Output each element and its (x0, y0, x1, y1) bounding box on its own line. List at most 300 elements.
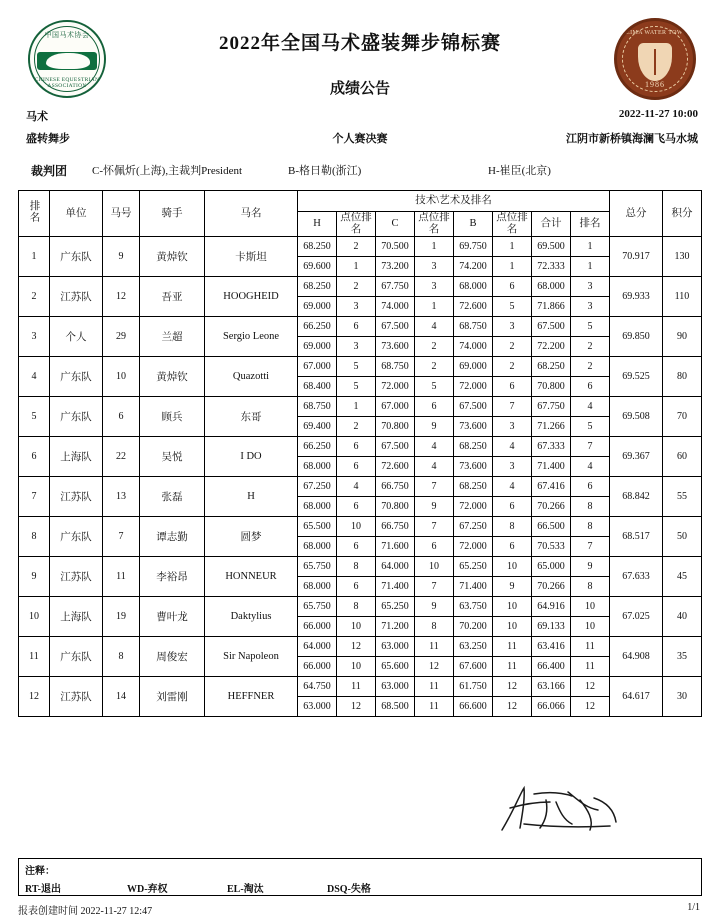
cell-sub-rank: 6 (571, 477, 610, 497)
cell-sub-rank-artistic: 6 (571, 377, 610, 397)
cell-subtotal-artistic: 70.266 (532, 577, 571, 597)
cell-c: 63.000 (376, 677, 415, 697)
cell-subtotal: 68.000 (532, 277, 571, 297)
cell-subtotal: 67.750 (532, 397, 571, 417)
judge-c: C-怀佩炘(上海),主裁判President (92, 165, 243, 177)
cell-c-rank: 11 (415, 637, 454, 657)
cell-unit: 上海队 (50, 597, 103, 637)
col-b: B (454, 212, 493, 237)
cell-c-rank: 10 (415, 557, 454, 577)
cell-h: 65.500 (298, 517, 337, 537)
cell-b-rank: 10 (493, 557, 532, 577)
cell-b-rank: 3 (493, 317, 532, 337)
cell-subtotal: 66.500 (532, 517, 571, 537)
cell-sub-rank-artistic: 8 (571, 577, 610, 597)
cell-c-rank: 6 (415, 397, 454, 417)
cell-h-rank-artistic: 6 (337, 577, 376, 597)
cell-rider: 刘雷刚 (140, 677, 205, 717)
cell-sub-rank-artistic: 11 (571, 657, 610, 677)
cell-b: 63.250 (454, 637, 493, 657)
col-unit: 单位 (50, 191, 103, 237)
document-header (18, 14, 702, 106)
cell-subtotal: 65.000 (532, 557, 571, 577)
cell-subtotal-artistic: 66.066 (532, 697, 571, 717)
cell-h-rank-artistic: 5 (337, 377, 376, 397)
cell-points: 130 (663, 237, 702, 277)
cell-b-rank-artistic: 11 (493, 657, 532, 677)
meta-row-bottom (18, 130, 702, 148)
cell-total: 69.933 (610, 277, 663, 317)
report-created-time: 报表创建时间 2022-11-27 12:47 (18, 906, 153, 917)
cell-rider: 吾亚 (140, 277, 205, 317)
cell-subtotal-artistic: 70.266 (532, 497, 571, 517)
col-rank (19, 191, 50, 237)
cell-c-artistic: 71.400 (376, 577, 415, 597)
logo-right-text-bottom: 1986 (645, 80, 665, 89)
table-row (19, 477, 702, 497)
col-horse-no: 马号 (103, 191, 140, 237)
cell-c-rank-artistic: 4 (415, 457, 454, 477)
cell-h-artistic: 68.000 (298, 537, 337, 557)
cell-h-rank-artistic: 6 (337, 497, 376, 517)
cell-c: 66.750 (376, 477, 415, 497)
cell-horse-no: 8 (103, 637, 140, 677)
cell-b: 65.250 (454, 557, 493, 577)
venue-label: 江阴市新桥镇海澜飞马水城 (566, 133, 698, 145)
cell-h-rank: 6 (337, 317, 376, 337)
cell-b-artistic: 74.000 (454, 337, 493, 357)
judge-b: B-格日勒(浙江) (288, 165, 362, 177)
cell-h-artistic: 68.400 (298, 377, 337, 397)
cell-c: 67.750 (376, 277, 415, 297)
cell-c-rank: 2 (415, 357, 454, 377)
cell-rank: 3 (19, 317, 50, 357)
cell-points: 70 (663, 397, 702, 437)
col-h-rank: 点位排名 (337, 212, 376, 237)
cell-b-rank-artistic: 6 (493, 377, 532, 397)
cell-c-artistic: 65.600 (376, 657, 415, 677)
cell-h-rank: 1 (337, 397, 376, 417)
cell-h-rank-artistic: 6 (337, 537, 376, 557)
round-label: 个人赛决赛 (332, 133, 388, 145)
cell-subtotal-artistic: 71.400 (532, 457, 571, 477)
cell-rider: 张磊 (140, 477, 205, 517)
cell-total: 67.025 (610, 597, 663, 637)
cell-total: 68.842 (610, 477, 663, 517)
judge-h: H-崔臣(北京) (488, 165, 551, 177)
cell-subtotal-artistic: 72.200 (532, 337, 571, 357)
cell-c: 64.000 (376, 557, 415, 577)
cell-sub-rank: 3 (571, 277, 610, 297)
cell-b-rank: 10 (493, 597, 532, 617)
cell-rank: 12 (19, 677, 50, 717)
cell-horse-no: 13 (103, 477, 140, 517)
cell-horse: 东哥 (205, 397, 298, 437)
cell-points: 55 (663, 477, 702, 517)
cell-subtotal-artistic: 71.266 (532, 417, 571, 437)
cell-rank: 6 (19, 437, 50, 477)
cell-sub-rank-artistic: 10 (571, 617, 610, 637)
cell-total: 69.367 (610, 437, 663, 477)
legend-box (18, 858, 702, 896)
cell-b: 69.750 (454, 237, 493, 257)
cell-c-artistic: 70.800 (376, 497, 415, 517)
table-row (19, 637, 702, 657)
cell-h: 67.250 (298, 477, 337, 497)
col-c: C (376, 212, 415, 237)
cell-unit: 江苏队 (50, 677, 103, 717)
cell-b-artistic: 73.600 (454, 457, 493, 477)
cell-subtotal-artistic: 70.800 (532, 377, 571, 397)
cell-c: 67.000 (376, 397, 415, 417)
cell-horse: H (205, 477, 298, 517)
cell-horse-no: 10 (103, 357, 140, 397)
cell-sub-rank: 5 (571, 317, 610, 337)
cell-c-rank-artistic: 8 (415, 617, 454, 637)
cell-sub-rank-artistic: 7 (571, 537, 610, 557)
cell-total: 69.525 (610, 357, 663, 397)
cell-horse-no: 6 (103, 397, 140, 437)
cell-h-rank-artistic: 12 (337, 697, 376, 717)
meta-row-top (18, 108, 702, 126)
cell-h-artistic: 68.000 (298, 457, 337, 477)
legend-wd: WD-弃权 (127, 884, 168, 895)
page-number: 1/1 (687, 902, 700, 913)
cell-points: 90 (663, 317, 702, 357)
cell-c-rank-artistic: 3 (415, 257, 454, 277)
cell-total: 64.617 (610, 677, 663, 717)
cell-horse: Quazotti (205, 357, 298, 397)
cell-h-rank-artistic: 1 (337, 257, 376, 277)
cell-unit: 广东队 (50, 357, 103, 397)
cell-h-artistic: 69.000 (298, 297, 337, 317)
cell-h: 66.250 (298, 317, 337, 337)
cell-h-artistic: 68.000 (298, 497, 337, 517)
cell-horse-no: 11 (103, 557, 140, 597)
table-row (19, 597, 702, 617)
cell-rider: 周俊宏 (140, 637, 205, 677)
cell-rider: 兰超 (140, 317, 205, 357)
cell-h-artistic: 68.000 (298, 577, 337, 597)
horse-icon (46, 53, 90, 69)
cell-total: 69.508 (610, 397, 663, 437)
cell-c-rank: 3 (415, 277, 454, 297)
cell-sub-rank: 2 (571, 357, 610, 377)
cell-b-artistic: 67.600 (454, 657, 493, 677)
document-footer (18, 902, 702, 916)
cell-h-rank: 5 (337, 357, 376, 377)
cell-c: 67.500 (376, 317, 415, 337)
cell-unit: 个人 (50, 317, 103, 357)
cell-h-rank: 6 (337, 437, 376, 457)
cell-unit: 江苏队 (50, 277, 103, 317)
cell-sub-rank-artistic: 12 (571, 697, 610, 717)
cell-b-artistic: 73.600 (454, 417, 493, 437)
cell-subtotal: 64.916 (532, 597, 571, 617)
cell-rank: 7 (19, 477, 50, 517)
cell-points: 60 (663, 437, 702, 477)
cell-subtotal-artistic: 69.133 (532, 617, 571, 637)
cell-c: 68.750 (376, 357, 415, 377)
cell-subtotal: 69.500 (532, 237, 571, 257)
cell-rank: 2 (19, 277, 50, 317)
cell-rank: 1 (19, 237, 50, 277)
cell-rank: 10 (19, 597, 50, 637)
cell-h: 65.750 (298, 597, 337, 617)
cell-b-rank-artistic: 2 (493, 337, 532, 357)
cell-sub-rank-artistic: 8 (571, 497, 610, 517)
signature (494, 780, 624, 838)
cell-rider: 谭志勤 (140, 517, 205, 557)
cell-c-artistic: 70.800 (376, 417, 415, 437)
cell-c-rank: 4 (415, 317, 454, 337)
cell-sub-rank: 9 (571, 557, 610, 577)
cell-c-rank-artistic: 12 (415, 657, 454, 677)
cell-horse: HOOGHEID (205, 277, 298, 317)
cell-c: 63.000 (376, 637, 415, 657)
cell-h-rank: 10 (337, 517, 376, 537)
cell-c-rank-artistic: 1 (415, 297, 454, 317)
cell-c-rank: 11 (415, 677, 454, 697)
cell-subtotal-artistic: 72.333 (532, 257, 571, 277)
cell-sub-rank: 1 (571, 237, 610, 257)
cell-b-rank: 4 (493, 437, 532, 457)
cell-unit: 上海队 (50, 437, 103, 477)
legend-rt: RT-退出 (25, 884, 61, 895)
table-row (19, 437, 702, 457)
cell-c-rank-artistic: 7 (415, 577, 454, 597)
cell-c-rank-artistic: 9 (415, 417, 454, 437)
cell-horse-no: 22 (103, 437, 140, 477)
cell-sub-rank-artistic: 5 (571, 417, 610, 437)
cell-h-artistic: 69.000 (298, 337, 337, 357)
cell-sub-rank-artistic: 1 (571, 257, 610, 277)
cell-h: 64.000 (298, 637, 337, 657)
cell-b: 68.000 (454, 277, 493, 297)
cell-b-rank-artistic: 6 (493, 497, 532, 517)
cell-h: 67.000 (298, 357, 337, 377)
cell-b: 61.750 (454, 677, 493, 697)
cell-b-artistic: 70.200 (454, 617, 493, 637)
cell-total: 69.850 (610, 317, 663, 357)
cell-h-rank: 2 (337, 237, 376, 257)
cell-b-rank: 7 (493, 397, 532, 417)
cell-c: 70.500 (376, 237, 415, 257)
cell-b-rank-artistic: 1 (493, 257, 532, 277)
legend-dsq: DSQ-失格 (327, 884, 371, 895)
table-row (19, 357, 702, 377)
cell-unit: 广东队 (50, 237, 103, 277)
logo-left-text-bottom: CHINESE EQUESTRIAN ASSOCIATION (34, 77, 100, 89)
cell-horse: Sergio Leone (205, 317, 298, 357)
results-table (18, 190, 702, 717)
cell-subtotal: 63.166 (532, 677, 571, 697)
page-title: 2022年全国马术盛装舞步锦标赛 (218, 33, 501, 54)
cell-subtotal: 67.500 (532, 317, 571, 337)
cell-c: 67.500 (376, 437, 415, 457)
cell-unit: 江苏队 (50, 557, 103, 597)
cell-c-artistic: 71.200 (376, 617, 415, 637)
col-horse: 马名 (205, 191, 298, 237)
col-subtotal: 合计 (532, 212, 571, 237)
cell-c: 65.250 (376, 597, 415, 617)
legend-el: EL-淘汰 (227, 884, 264, 895)
cell-points: 45 (663, 557, 702, 597)
cell-h-artistic: 66.000 (298, 657, 337, 677)
event-label: 盛转舞步 (26, 133, 70, 145)
cell-h: 65.750 (298, 557, 337, 577)
cell-c-rank: 7 (415, 477, 454, 497)
cell-b-rank: 12 (493, 677, 532, 697)
cell-c-rank-artistic: 2 (415, 337, 454, 357)
cell-horse-no: 9 (103, 237, 140, 277)
judges-label: 裁判团 (31, 164, 68, 178)
cell-b-rank: 2 (493, 357, 532, 377)
cell-rank: 9 (19, 557, 50, 597)
table-row (19, 677, 702, 697)
cell-h-rank-artistic: 2 (337, 417, 376, 437)
cell-c-artistic: 68.500 (376, 697, 415, 717)
cell-b-rank: 6 (493, 277, 532, 297)
cell-c-artistic: 72.000 (376, 377, 415, 397)
cell-h-rank: 4 (337, 477, 376, 497)
col-points: 积分 (663, 191, 702, 237)
table-row (19, 317, 702, 337)
cell-rider: 黄焯钦 (140, 357, 205, 397)
cell-subtotal-artistic: 66.400 (532, 657, 571, 677)
results-table-body (19, 237, 702, 717)
cell-b: 68.250 (454, 437, 493, 457)
cell-h-rank: 12 (337, 637, 376, 657)
cell-subtotal: 63.416 (532, 637, 571, 657)
cell-points: 80 (663, 357, 702, 397)
cell-b-rank: 4 (493, 477, 532, 497)
table-row (19, 237, 702, 257)
cell-horse-no: 29 (103, 317, 140, 357)
cell-h-rank-artistic: 3 (337, 337, 376, 357)
cell-b-artistic: 71.400 (454, 577, 493, 597)
table-row (19, 277, 702, 297)
legend-title: 注释： (25, 866, 55, 877)
cell-horse: HONNEUR (205, 557, 298, 597)
col-sub-rank: 排名 (571, 212, 610, 237)
cell-sub-rank: 11 (571, 637, 610, 657)
cell-h-rank: 8 (337, 557, 376, 577)
col-rank-label: 排名 (28, 200, 40, 224)
cell-b-artistic: 74.200 (454, 257, 493, 277)
cell-b-artistic: 72.000 (454, 377, 493, 397)
cell-sub-rank: 8 (571, 517, 610, 537)
cell-b: 68.750 (454, 317, 493, 337)
cell-horse: Daktylius (205, 597, 298, 637)
cell-total: 64.908 (610, 637, 663, 677)
chinese-equestrian-association-logo (28, 20, 106, 98)
logo-right-text-top: FEIMA WATER TOWN (622, 30, 688, 36)
cell-points: 40 (663, 597, 702, 637)
cell-h: 68.250 (298, 237, 337, 257)
cell-subtotal-artistic: 71.866 (532, 297, 571, 317)
cell-rider: 曹叶龙 (140, 597, 205, 637)
cell-sub-rank: 10 (571, 597, 610, 617)
cell-horse: HEFFNER (205, 677, 298, 717)
cell-sub-rank: 12 (571, 677, 610, 697)
cell-b: 68.250 (454, 477, 493, 497)
cell-c-rank-artistic: 9 (415, 497, 454, 517)
cell-b-artistic: 72.000 (454, 537, 493, 557)
table-row (19, 557, 702, 577)
cell-c-rank-artistic: 11 (415, 697, 454, 717)
cell-b: 67.250 (454, 517, 493, 537)
cell-subtotal: 68.250 (532, 357, 571, 377)
cell-sub-rank-artistic: 2 (571, 337, 610, 357)
cell-horse-no: 14 (103, 677, 140, 717)
cell-rank: 11 (19, 637, 50, 677)
event-datetime: 2022-11-27 10:00 (618, 108, 698, 120)
cell-c-artistic: 71.600 (376, 537, 415, 557)
cell-h-artistic: 66.000 (298, 617, 337, 637)
cell-sub-rank: 7 (571, 437, 610, 457)
cell-horse-no: 19 (103, 597, 140, 637)
cell-rank: 8 (19, 517, 50, 557)
cell-unit: 广东队 (50, 517, 103, 557)
cell-points: 35 (663, 637, 702, 677)
cell-points: 30 (663, 677, 702, 717)
cell-b-rank: 1 (493, 237, 532, 257)
cell-b-rank-artistic: 12 (493, 697, 532, 717)
cell-h: 64.750 (298, 677, 337, 697)
cell-c-artistic: 73.200 (376, 257, 415, 277)
col-c-rank: 点位排名 (415, 212, 454, 237)
cell-c-rank-artistic: 6 (415, 537, 454, 557)
logo-left-text-top: 中国马术协会 (44, 31, 90, 39)
feima-water-town-logo (614, 18, 696, 100)
table-row (19, 397, 702, 417)
cell-unit: 江苏队 (50, 477, 103, 517)
cell-c: 66.750 (376, 517, 415, 537)
col-group-technical-artistic: 技术\艺术及排名 (298, 191, 610, 212)
cell-b-rank: 11 (493, 637, 532, 657)
cell-h-artistic: 63.000 (298, 697, 337, 717)
cell-c-rank: 1 (415, 237, 454, 257)
cell-b-rank-artistic: 5 (493, 297, 532, 317)
cell-c-rank: 7 (415, 517, 454, 537)
cell-horse: I DO (205, 437, 298, 477)
col-h: H (298, 212, 337, 237)
cell-rank: 5 (19, 397, 50, 437)
cell-rider: 李裕昂 (140, 557, 205, 597)
cell-rider: 顾兵 (140, 397, 205, 437)
cell-rider: 黄焯钦 (140, 237, 205, 277)
discipline-label: 马术 (26, 111, 48, 123)
cell-horse: 圆梦 (205, 517, 298, 557)
cell-b: 69.000 (454, 357, 493, 377)
cell-b-rank: 8 (493, 517, 532, 537)
judges-panel (18, 162, 702, 182)
cell-total: 67.633 (610, 557, 663, 597)
col-b-rank: 点位排名 (493, 212, 532, 237)
cell-total: 70.917 (610, 237, 663, 277)
cell-subtotal: 67.416 (532, 477, 571, 497)
results-table-head (19, 191, 702, 237)
cell-sub-rank-artistic: 3 (571, 297, 610, 317)
cell-b-rank-artistic: 9 (493, 577, 532, 597)
cell-rank: 4 (19, 357, 50, 397)
cell-h: 68.750 (298, 397, 337, 417)
cell-b-artistic: 72.000 (454, 497, 493, 517)
cell-unit: 广东队 (50, 637, 103, 677)
cell-sub-rank: 4 (571, 397, 610, 417)
cell-c-rank: 9 (415, 597, 454, 617)
